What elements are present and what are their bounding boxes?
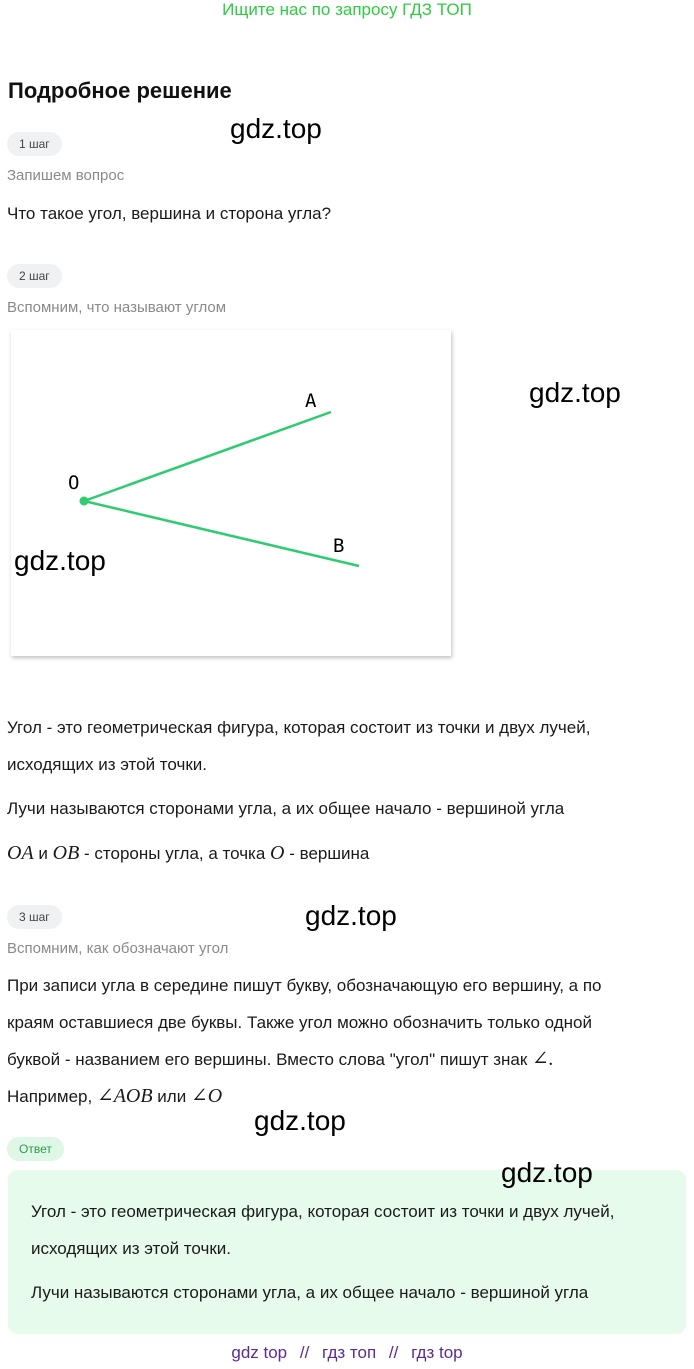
step-1-caption: Запишем вопрос bbox=[7, 167, 125, 184]
text-mid: - стороны угла, а точка bbox=[79, 844, 271, 863]
step-3-line-1: При записи угла в середине пишут букву, обозначающую его вершину, а по bbox=[7, 976, 602, 995]
step-2-paragraph-1 bbox=[7, 709, 590, 783]
angle-symbol: ∠. bbox=[532, 1048, 554, 1070]
step-3-paragraph bbox=[7, 967, 602, 1115]
label-b: B bbox=[333, 535, 345, 557]
step-3-line-2: краям оставшиеся две буквы. Также угол можно обозначить только одной bbox=[7, 1013, 592, 1032]
step-3-line-3-text: буквой - названием его вершины. Вместо слова "угол" пишут знак bbox=[7, 1050, 532, 1069]
angle-figure bbox=[11, 330, 451, 656]
footer-link-gdz-top[interactable]: gdz top bbox=[231, 1343, 288, 1362]
step-2-paragraph-2: Лучи называются сторонами угла, а их общее начало - вершиной угла bbox=[7, 799, 565, 818]
ray-ob bbox=[84, 501, 359, 566]
step-1-badge: 1 шаг bbox=[7, 132, 62, 156]
footer-links bbox=[0, 1343, 694, 1363]
watermark: gdz.top bbox=[501, 1157, 593, 1188]
search-banner: Ищите нас по запросу ГДЗ ТОП bbox=[222, 0, 472, 19]
answer-line-2: исходящих из этой точки. bbox=[31, 1239, 231, 1258]
text-or: или bbox=[152, 1087, 191, 1106]
step-3-line-4-text: Например, bbox=[7, 1087, 97, 1106]
answer-paragraph-1 bbox=[31, 1193, 614, 1267]
page-title: Подробное решение bbox=[8, 78, 232, 103]
step-2-paragraph-3 bbox=[7, 835, 369, 872]
answer-line-1: Угол - это геометрическая фигура, которая состоит из точки и двух лучей, bbox=[31, 1202, 615, 1221]
footer-link-gdz-top-mixed[interactable]: гдз top bbox=[411, 1343, 463, 1362]
text-end: - вершина bbox=[284, 844, 370, 863]
angle-diagram bbox=[11, 330, 451, 656]
step-3-line-3 bbox=[7, 1041, 602, 1078]
step-1-text: Что такое угол, вершина и сторона угла? bbox=[7, 204, 332, 223]
watermark: gdz.top bbox=[14, 545, 106, 576]
answer-paragraph-2: Лучи называются сторонами угла, а их общее начало - вершиной угла bbox=[31, 1283, 589, 1302]
step-3-caption: Вспомним, как обозначают угол bbox=[7, 940, 229, 957]
math-oa: OA bbox=[7, 842, 34, 864]
step-2-badge: 2 шаг bbox=[7, 264, 62, 288]
vertex-point bbox=[80, 497, 89, 506]
footer-separator: // bbox=[299, 1343, 310, 1362]
step-3-badge: 3 шаг bbox=[7, 905, 62, 929]
step-2-paragraph-1-line-1: Угол - это геометрическая фигура, которая состоит из точки и двух лучей, bbox=[7, 718, 591, 737]
math-o: O bbox=[270, 842, 285, 864]
watermark: gdz.top bbox=[254, 1105, 346, 1136]
label-o: O bbox=[68, 472, 80, 494]
ray-oa bbox=[84, 412, 331, 501]
footer-link-gdz-top-ru[interactable]: гдз топ bbox=[322, 1343, 377, 1362]
watermark: gdz.top bbox=[230, 113, 322, 144]
watermark: gdz.top bbox=[305, 900, 397, 931]
text-and: и bbox=[33, 844, 53, 863]
step-2-paragraph-1-line-2: исходящих из этой точки. bbox=[7, 755, 207, 774]
math-angle-o: ∠O bbox=[190, 1085, 223, 1107]
footer-separator: // bbox=[388, 1343, 399, 1362]
watermark: gdz.top bbox=[529, 377, 621, 408]
step-2-caption: Вспомним, что называют углом bbox=[7, 299, 227, 316]
label-a: A bbox=[305, 390, 317, 412]
math-ob: OB bbox=[52, 842, 80, 864]
answer-badge: Ответ bbox=[7, 1137, 64, 1161]
math-angle-aob: ∠AOB bbox=[96, 1085, 153, 1107]
